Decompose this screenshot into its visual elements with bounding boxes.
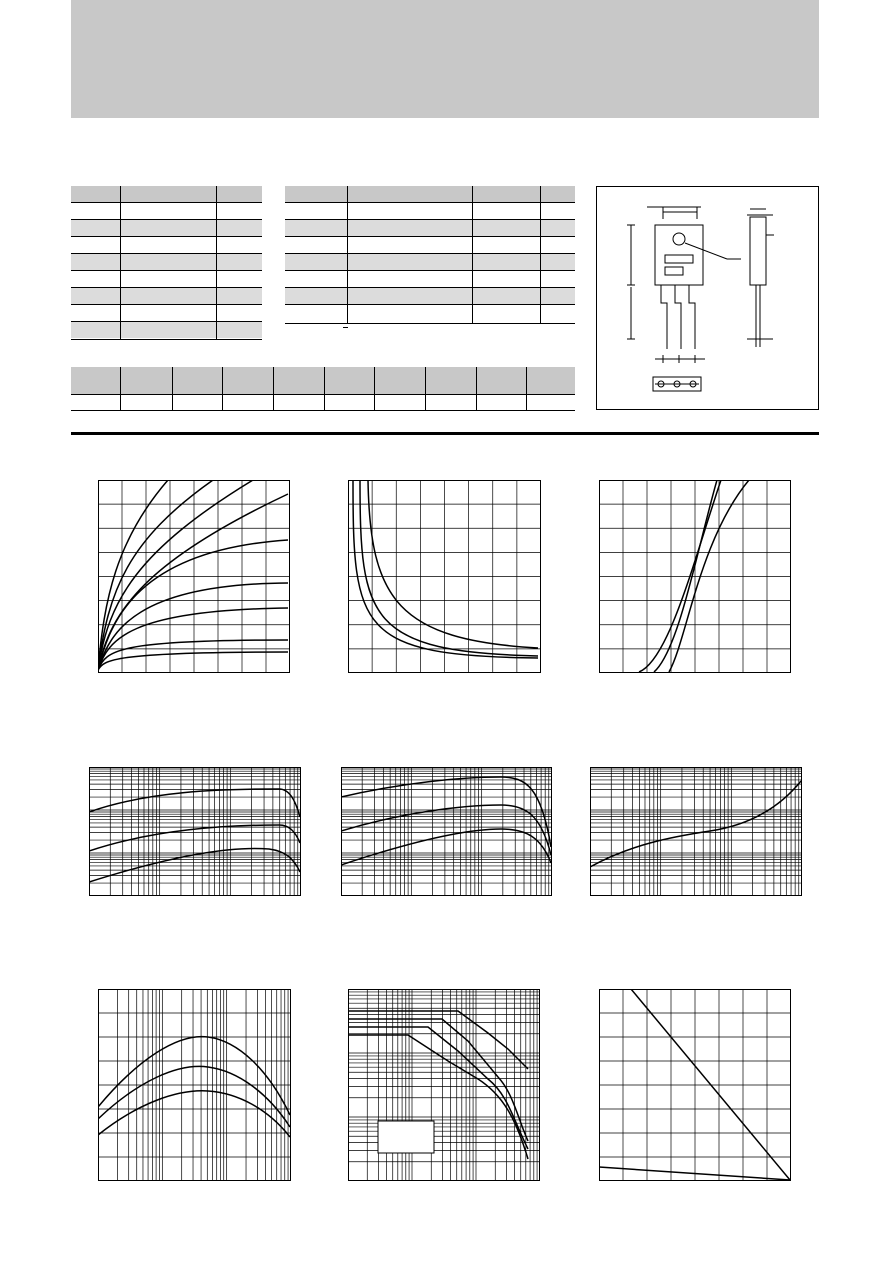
chart-pc-ta-plot	[599, 989, 791, 1181]
table-row	[285, 287, 575, 304]
table-header-row	[71, 367, 575, 394]
absolute-max-ratings-table	[71, 186, 262, 340]
chart-ic-vce-plot	[98, 480, 290, 673]
package-outline-drawing	[597, 187, 818, 409]
table-row	[285, 219, 575, 236]
chart-ft-ic	[98, 989, 291, 1181]
chart-vce-ib-plot	[348, 480, 541, 673]
hfe-rank-table	[71, 367, 575, 411]
chart-hfe-ic-a	[89, 767, 301, 896]
chart-hfe-ic-b-plot	[341, 767, 552, 896]
table-row	[285, 253, 575, 270]
section-rule	[71, 432, 819, 435]
header-band	[71, 0, 819, 118]
electrical-characteristics-table	[285, 186, 575, 324]
chart-vce-ib	[348, 480, 541, 673]
chart-vbe-ic-plot	[590, 767, 802, 896]
table-row	[71, 321, 262, 338]
table-row	[71, 219, 262, 236]
chart-hfe-ic-a-plot	[89, 767, 301, 896]
table-row	[71, 287, 262, 304]
chart-hfe-ic-b	[341, 767, 552, 896]
table-header-row	[285, 186, 575, 202]
chart-safe-operating-area-plot	[348, 989, 540, 1181]
chart-pc-ta	[599, 989, 791, 1181]
chart-safe-operating-area	[348, 989, 540, 1181]
chart-vbe-ic	[590, 767, 802, 896]
chart-ic-vbe	[599, 480, 791, 673]
table-row	[71, 253, 262, 270]
legend-box	[378, 1121, 434, 1153]
package-outline-box	[596, 186, 819, 410]
chart-ft-ic-plot	[98, 989, 291, 1181]
table-header-row	[71, 186, 262, 202]
chart-ic-vce	[98, 480, 290, 673]
chart-ic-vbe-plot	[599, 480, 791, 673]
